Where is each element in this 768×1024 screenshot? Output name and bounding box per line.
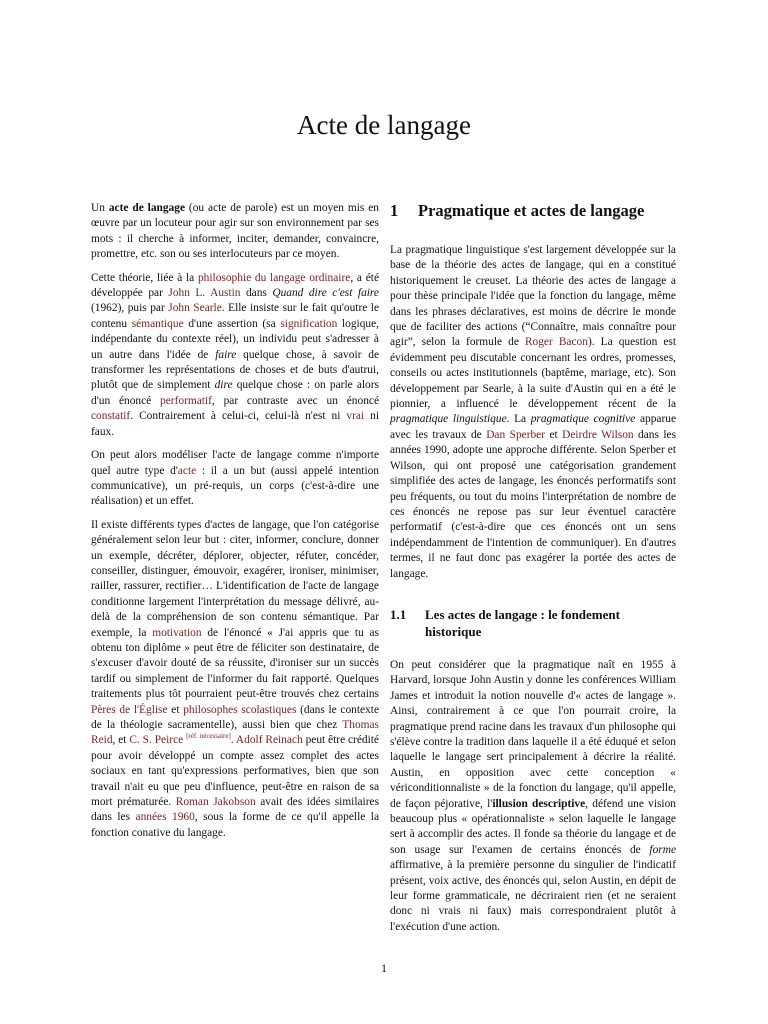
citation-needed-link[interactable]: [réf. nécessaire] [186,732,231,741]
page-title: Acte de langage [297,110,471,140]
subsection-heading [390,606,676,640]
link-roger-bacon[interactable]: Roger Bacon [524,336,588,349]
subsection-title: Les actes de langage : le fondement historique [425,606,620,639]
link-roman-jakobson[interactable]: Roman Jakobson [175,796,256,809]
section-number: 1 [390,201,399,220]
intro-paragraph: Un acte de langage (ou acte de parole) est un moyen mis en œuvre par un locuteur pour agir sur son environnement par ses mots : il cherche à informer, inciter, demander, convaincre, promettre, etc. son ou ses interlocuteurs par ce moyen. [91,202,379,261]
link-john-austin[interactable]: John L. Austin [168,287,241,300]
link-annees-1960[interactable]: années 1960 [135,811,195,824]
pragmatics-paragraph: La pragmatique linguistique s'est largement développée sur la base de la théorie des actes de langage, qui en a constitué historiquement le creuset. La théorie des actes de langage a pour thèse principale l'idée que la fonction du langage, même dans les phrases déclaratives, est moins de décrire le monde que de faciliter des actions (“Connaître, mais connaître pour agir”, selon la formule de Roger Bacon). La question est évidemment peu discutable concernant les ordres, promesses, conseils ou actes institutionnels (baptême, mariage, etc). Son développement par Searle, à la suite d'Austin qui en a été le pionnier, a influencé le développement récent de la pragmatique linguistique. La pragmatique cognitive apparue avec les travaux de Dan Sperber et Deirdre Wilson dans les années 1990, adopte une approche différente. Selon Sperber et Wilson, qui ont proposé une catégorisation grandement simplifiée des actes de langage, les énoncés performatifs sont peu fréquents, ou tout du moins l'interprétation de nombre de ces énoncés ne repose pas sur leur éventuel caractère performatif (c'est-à-dire que ces énoncés ont un sens indépendamment de l'intention de communiquer). En d'autres termes, il ne faut donc pas exagérer la portée des actes de langage. [390,244,677,580]
link-vrai[interactable]: vrai [346,410,365,423]
link-philosophie-du-langage-ordinaire[interactable]: philosophie du langage ordinaire [197,271,351,284]
link-peres-de-l-eglise[interactable]: Pères de l'Église [91,703,168,716]
link-signification[interactable]: signification [280,317,338,330]
theory-paragraph: Cette théorie, liée à la philosophie du langage ordinaire, a été développée par John L. Austin dans Quand dire c'est faire (1962), puis par John Searle. Elle insiste sur le fait qu'outre le contenu sémantique d'une assertion (sa signification logique, indépendante du contexte réel), un individu peut s'adresser à un autre dans l'idée de faire quelque chose, à savoir de transformer les représentations de choses et de buts d'autrui, plutôt que de simplement dire quelque chose : on parle alors d'un énoncé performatif, par contraste avec un énoncé constatif. Contrairement à celui-ci, celui-là n'est ni vrai ni faux. [91,271,380,438]
link-cs-peirce[interactable]: C. S. Peirce [129,734,184,747]
link-john-searle[interactable]: John Searle [168,302,222,315]
link-semantique[interactable]: sémantique [131,317,184,330]
types-paragraph: Il existe différents types d'actes de langage, que l'on catégorise généralement selon leur but : citer, informer, conclure, donner un exemple, décréter, déplorer, objecter, réfuter, concéder, conseiller, distinguer, émouvoir, exagérer, ironiser, minimiser, railler, rassurer, rectifier… L'identification de l'acte de langage conditionne largement l'interprétation du message délivré, au-delà de la compréhension de son contenu sémantique. Par exemple, la motivation de l'énoncé « J'ai appris que tu as obtenu ton diplôme » peut être de féliciter son destinataire, de s'excuser d'avoir douté de sa réussite, d'ironiser sur un succès tardif ou simplement de l'informer du fait rapporté. Quelques traitements plus tôt pourraient peut-être trouvés chez certains Pères de l'Église et philosophes scolastiques (dans le contexte de la théologie sacramentelle), aussi bien que chez Thomas Reid, et C. S. Peirce [réf. nécessaire]. Adolf Reinach peut être crédité pour avoir développé un compte assez complet des actes sociaux en tant qu'expressions performatives, bien que son travail n'ait eu que peu d'influence, peut-être en raison de sa mort prématurée. Roman Jakobson avait des idées similaires dans les années 1960, sous la forme de ce qu'il appelle la fonction conative du langage. [91,518,380,839]
link-constatif[interactable]: constatif [91,410,131,423]
book-title: Quand dire c'est faire [272,287,379,300]
link-deirdre-wilson[interactable]: Deirdre Wilson [562,428,634,441]
term-acte-de-langage: acte de langage [108,202,185,214]
subsection-number: 1.1 [390,606,407,622]
link-acte[interactable]: acte [177,464,197,477]
link-thomas-reid[interactable]: Thomas Reid [91,719,379,747]
right-column [390,201,676,943]
section-heading [390,201,676,221]
link-dan-sperber[interactable]: Dan Sperber [486,428,546,441]
page-number: 1 [381,961,387,975]
history-paragraph: On peut considérer que la pragmatique naît en 1955 à Harvard, lorsque John Austin y donne les conférences William James et introduit la notion nouvelle d'« actes de langage ». Ainsi, contrairement à ce que l'on pourrait croire, la pragmatique prend racine dans les travaux d'un philosophe qui s'élève contre la tradition dans laquelle il a été éduqué et selon laquelle le langage sert principalement à décrire la réalité. Austin, en opposition avec cette conception « vériconditionnaliste » de la fonction du langage, qu'il appelle, de façon péjorative, l'illusion descriptive, défend une vision beaucoup plus « opérationnaliste » selon laquelle le langage sert à accomplir des actes. Il fonde sa théorie du langage et de son usage sur l'examen de certains énoncés de forme affirmative, à la première personne du singulier de l'indicatif présent, voix active, des énoncés qui, selon Austin, en dépit de leur forme grammaticale, ne décriraient rien (et ne seraient donc ni vrais ni faux) mais correspondraient plutôt à l'exécution d'une action. [390,658,676,933]
model-paragraph: On peut alors modéliser l'acte de langage comme n'importe quel autre type d'acte : il a un but (aussi appelé intention communicative), un pré-requis, un corps (c'est-à-dire une réalisation) et un effet. [91,449,380,508]
term-illusion-descriptive: illusion descriptive [492,797,586,810]
left-column [91,201,379,849]
section-title: Pragmatique et actes de langage [418,201,645,220]
link-philosophes-scolastiques[interactable]: philosophes scolastiques [183,703,297,716]
link-motivation[interactable]: motivation [152,626,202,639]
link-performatif[interactable]: performatif [160,394,212,407]
link-adolf-reinach[interactable]: Adolf Reinach [235,734,303,747]
